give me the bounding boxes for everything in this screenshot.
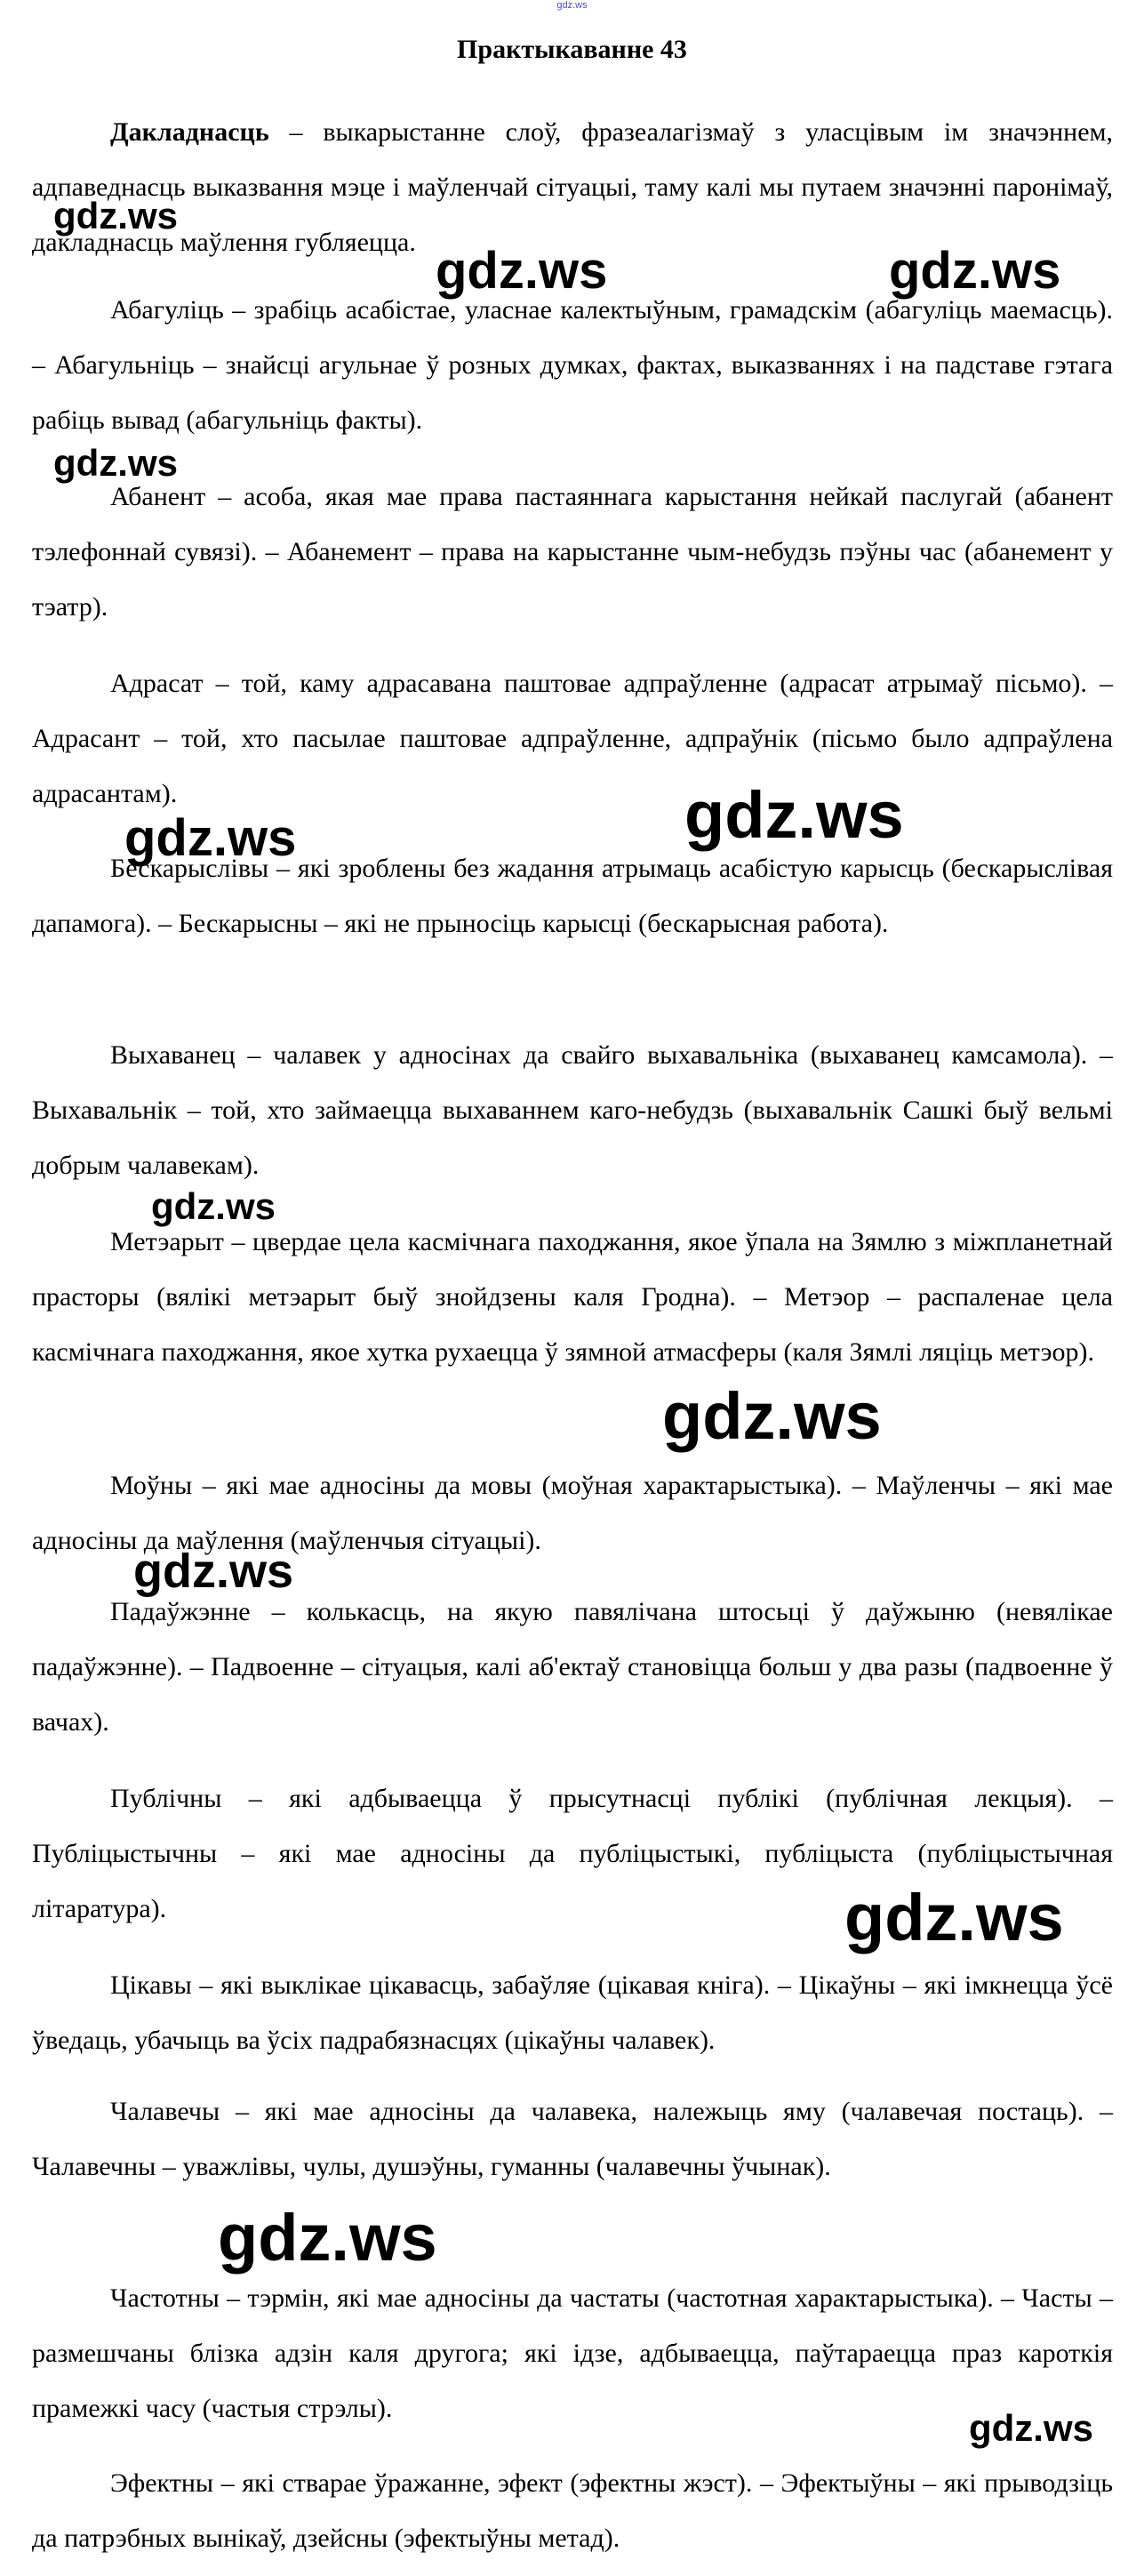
paragraph-padauzhenne: Падаўжэнне – колькасць, на якую павялічана штосьці ў даўжыню (невялікае падаўжэнне). – Падвоенне – сітуацыя, калі аб'ектаў становіцца больш у два разы (падвоенне ў вачах). xyxy=(32,1597,1113,1737)
watermark: gdz.ws xyxy=(662,1379,882,1453)
paragraph-abagulic: Абагуліць – зрабіць асабістае, уласнае калектыўным, грамадскім (абагуліць маемасць). – Абагульніць – знайсці агульнае ў розных думках, фактах, выказваннях і на падставе гэтага рабіць вывад (абагульніць факты). xyxy=(32,295,1113,435)
watermark: gdz.ws xyxy=(684,778,904,852)
paragraph-vyhavanec: Выхаванец – чалавек у адносінах да свайго выхавальніка (выхаванец камсамола). – Выхавальнік – той, хто займаецца выхаваннем каго-небудзь (выхавальнік Сашкі быў вельмі добрым чалавекам). xyxy=(32,1040,1113,1180)
watermark: gdz.ws xyxy=(969,2407,1094,2449)
watermark: gdz.ws xyxy=(436,242,608,300)
paragraph-efektny: Эфектны – які стварае ўражанне, эфект (эфектны жэст). – Эфектыўны – які прыводзіць да патрэбных вынікаў, дзейсны (эфектыўны метад). xyxy=(32,2468,1113,2553)
watermark: gdz.ws xyxy=(53,195,179,237)
watermark: gdz.ws xyxy=(151,1185,276,1227)
paragraph-cikavy: Цікавы – які выклікае цікавасць, забаўляе (цікавая кніга). – Цікаўны – які імкнецца ўсё ўведаць, убачыць ва ўсіх падрабязнасцях (цікаўны чалавек). xyxy=(32,1970,1113,2055)
paragraph-mouny: Моўны – які мае адносіны да мовы (моўная характарыстыка). – Маўленчы – які мае адносіны да маўлення (маўленчыя сітуацыі). xyxy=(32,1471,1113,1555)
watermark: gdz.ws xyxy=(53,442,179,484)
paragraph-chalavechy: Чалавечы – які мае адносіны да чалавека, належыць яму (чалавечая постаць). – Чалавечны – уважлівы, чулы, душэўны, гуманны (чалавечны ўчынак). xyxy=(32,2097,1113,2181)
paragraph-publichny: Публічны – які адбываецца ў прысутнасці публікі (публічная лекцыя). – Публіцыстычны – які мае адносіны да публіцыстыкі, публіцыста (публіцыстычная літаратура). xyxy=(32,1784,1113,1923)
watermark: gdz.ws xyxy=(124,809,297,867)
top-watermark: gdz.ws xyxy=(556,0,588,11)
paragraph-chastotny: Частотны – тэрмін, які мае адносіны да частаты (частотная характарыстыка). – Часты – размешчаны блізка адзін каля другога; які ідзе, адбываецца, паўтараецца праз кароткія прамежкі часу (частыя стрэлы). xyxy=(32,2283,1113,2423)
watermark: gdz.ws xyxy=(889,242,1061,300)
paragraph-beskaryslivy: Бескарыслівы – які зроблены без жадання атрымаць асабістую карысць (бескарыслівая дапамога). – Бескарысны – які не прыносіць карысці (бескарысная работа). xyxy=(32,854,1113,938)
paragraph-meteoryt: Метэарыт – цвердае цела касмічнага паходжання, якое ўпала на Зямлю з міжпланетнай прасторы (вялікі метэарыт быў знойдзены каля Гродна). – Метэор – распаленае цела касмічнага паходжання, якое хутка рухаецца ў зямной атмасферы (каля Зямлі ляціць метэор). xyxy=(32,1227,1113,1367)
term-heading: Дакладнасць xyxy=(110,117,269,147)
paragraph-adrasat: Адрасат – той, каму адрасавана паштовае адпраўленне (адрасат атрымаў пісьмо). – Адрасант – той, хто пасылае паштовае адпраўленне, адпраўнік (пісьмо было адпраўлена адрасантам). xyxy=(32,669,1113,808)
paragraph-abanent: Абанент – асоба, якая мае права пастаяннага карыстання нейкай паслугай (абанент тэлефоннай сувязі). – Абанемент – права на карыстанне чым-небудзь пэўны час (абанемент у тэатр). xyxy=(32,482,1113,622)
watermark: gdz.ws xyxy=(133,1545,294,1598)
watermark: gdz.ws xyxy=(844,1881,1064,1954)
watermark: gdz.ws xyxy=(218,2201,437,2275)
paragraph-dakladnasc: Дакладнасць – выкарыстанне слоў, фразеалагізмаў з уласцівым ім значэннем, адпаведнасць выказвання мэце і маўленчай сітуацыі, таму калі мы путаем значэнні паронімаў, дакладнасць маўлення губляецца. xyxy=(32,117,1113,257)
page-title: Практыкаванне 43 xyxy=(457,35,687,64)
